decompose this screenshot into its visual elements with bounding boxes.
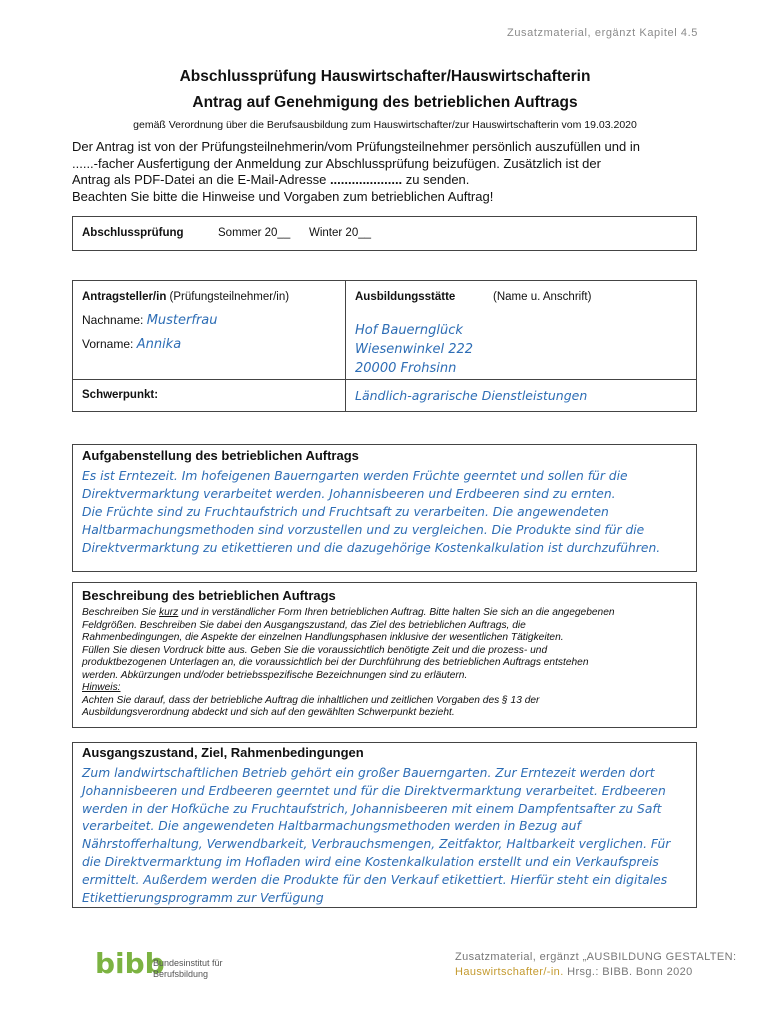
intro-line-suffix: zu senden. <box>402 172 470 187</box>
bibb-logo-icon <box>95 945 165 980</box>
exam-winter-field[interactable]: Winter 20__ <box>309 227 372 239</box>
task-text-field[interactable] <box>82 467 692 557</box>
task-line: Haltbarmachungsmethoden sind vorzustellen und zu vergleichen. Die Produkte sind für die <box>82 523 645 537</box>
training-site-name-field[interactable]: Hof Bauernglück <box>355 323 463 338</box>
lastname-label: Nachname: <box>82 313 147 327</box>
footer-note-highlight: Hauswirtschafter/-in. <box>455 966 564 978</box>
description-line <box>82 607 694 620</box>
initial-state-heading: Ausgangszustand, Ziel, Rahmenbedingungen <box>82 745 364 760</box>
description-heading: Beschreibung des betrieblichen Auftrags <box>82 588 336 603</box>
initial-state-line: verarbeitet. Die angewendeten Haltbarmachungsmethoden werden in Bezug auf <box>82 819 581 834</box>
applicant-heading-rest: (Prüfungsteilnehmer/in) <box>166 291 290 303</box>
initial-state-box <box>72 742 697 908</box>
intro-line <box>72 172 712 189</box>
focus-field[interactable]: Ländlich-agrarische Dienstleistungen <box>355 388 588 403</box>
bibb-logo-text <box>153 958 223 980</box>
page-subtitle: Antrag auf Genehmigung des betrieblichen Auftrags <box>192 94 578 111</box>
regulation-note: gemäß Verordnung über die Berufsausbildung zum Hauswirtschafter/zur Hauswirtschafterin vom 19.03.2020 <box>133 119 637 131</box>
initial-state-line: die Direktvermarktung im Hofladen wird eine Kostenkalkulation erstellt und ein Verkaufspreis <box>82 854 659 869</box>
training-site-city-field[interactable]: 20000 Frohsinn <box>355 361 457 376</box>
firstname-field[interactable]: Annika <box>136 337 182 352</box>
row-divider <box>73 379 696 380</box>
intro-line: ......-facher Ausfertigung der Anmeldung zur Abschlussprüfung beizufügen. Zusätzlich ist der <box>72 155 601 171</box>
bibb-logo-line: Berufsbildung <box>153 969 209 979</box>
firstname-label: Vorname: <box>82 337 137 351</box>
footer-note-line: Zusatzmaterial, ergänzt „AUSBILDUNG GESTALTEN: <box>455 951 737 963</box>
description-line: Rahmenbedingungen, die Aspekte der einzelnen Handlungsphasen inklusive der wesentlichen Tätigkeiten. <box>82 632 564 643</box>
description-line: Füllen Sie diesen Vordruck bitte aus. Geben Sie die voraussichtlich benötigte Zeit und die prozess- und <box>82 644 548 656</box>
initial-state-line: Nährstofferhaltung, Verwendbarkeit, Verbrauchsmengen, Zeitfaktor, Haltbarkeit verglichen. Für <box>82 837 671 852</box>
description-line: Feldgrößen. Beschreiben Sie dabei den Ausgangszustand, das Ziel des betrieblichen Auftrags, die <box>82 619 526 631</box>
task-line: Es ist Erntezeit. Im hofeigenen Bauerngarten werden Früchte geerntet und sollen für die <box>82 469 628 483</box>
description-box <box>72 582 697 728</box>
intro-line-prefix: Antrag als PDF-Datei an die E-Mail-Adresse <box>72 172 330 187</box>
task-heading: Aufgabenstellung des betrieblichen Auftrags <box>82 448 359 463</box>
email-blank[interactable]: .................... <box>329 172 403 187</box>
focus-label: Schwerpunkt: <box>82 389 159 401</box>
exam-summer-field[interactable]: Sommer 20__ <box>218 227 291 239</box>
lastname-row <box>82 313 218 328</box>
applicant-heading-bold: Antragsteller/in <box>82 291 167 303</box>
intro-text <box>72 139 712 205</box>
initial-state-line: werden in der Hofküche zu Fruchtaufstrich, Johannisbeeren mit einem Dampfentsafter zu Saft <box>82 801 662 816</box>
footer-note-rest: Hrsg.: BIBB. Bonn 2020 <box>563 966 693 978</box>
description-text-underlined: kurz <box>159 607 179 618</box>
lastname-field[interactable]: Musterfrau <box>146 313 218 328</box>
description-line: produktbezogenen Unterlagen an, die voraussichtlich bei der Durchführung des betrieblichen Auftrags entstehen <box>82 657 589 668</box>
top-note: Zusatzmaterial, ergänzt Kapitel 4.5 <box>507 27 698 39</box>
bibb-logo-letters: bibb <box>95 947 165 980</box>
initial-state-line: ermittelt. Außerdem werden die Produkte für den Verkauf etikettiert. Hierfür steht ein digitales <box>82 872 668 887</box>
initial-state-text-field[interactable] <box>82 765 694 907</box>
intro-line: Beachten Sie bitte die Hinweise und Vorgaben zum betrieblichen Auftrag! <box>72 188 494 204</box>
task-line: Direktvermarktung zu etikettieren und die dazugehörige Kostenkalkulation ist durchzuführen. <box>82 541 661 555</box>
firstname-row <box>82 337 181 352</box>
hint-line: Achten Sie darauf, dass der betriebliche Auftrag die inhaltlichen und zeitlichen Vorgaben des § 13 der <box>82 694 540 706</box>
intro-line: Der Antrag ist von der Prüfungsteilnehmerin/vom Prüfungsteilnehmer persönlich auszufüllen und in <box>72 139 640 154</box>
hint-line: Ausbildungsverordnung abdeckt und sich auf den gewählten Schwerpunkt bezieht. <box>82 707 455 718</box>
task-line: Die Früchte sind zu Fruchtaufstrich und Fruchtsaft zu verarbeiten. Die angewendeten <box>82 505 609 519</box>
description-line: werden. Abkürzungen und/oder betriebsspezifische Bezeichnungen sind zu erläutern. <box>82 669 468 681</box>
applicant-heading <box>82 291 289 303</box>
task-box <box>72 444 697 572</box>
footer-note <box>455 950 736 980</box>
initial-state-line: Etikettierungsprogramm zur Verfügung <box>82 890 324 905</box>
training-site-heading: Ausbildungsstätte <box>355 291 456 303</box>
training-site-hint: (Name u. Anschrift) <box>493 291 592 303</box>
task-line: Direktvermarktung verarbeitet werden. Johannisbeeren und Erdbeeren sind zu ernten. <box>82 487 616 501</box>
initial-state-line: Johannisbeeren und Erdbeeren geerntet und für die Direktvermarktung verarbeitet. Erdbeeren <box>82 783 666 798</box>
page-title: Abschlussprüfung Hauswirtschafter/Hauswirtschafterin <box>179 68 591 85</box>
bibb-logo-line: Bundesinstitut für <box>153 958 223 968</box>
training-site-street-field[interactable]: Wiesenwinkel 222 <box>355 342 474 357</box>
column-divider <box>345 281 346 411</box>
description-text <box>82 607 694 720</box>
description-text-b: und in verständlicher Form Ihren betrieblichen Auftrag. Bitte halten Sie sich an die angegebenen <box>178 607 615 618</box>
hint-label: Hinweis: <box>82 682 121 693</box>
exam-period-box <box>72 216 697 251</box>
description-text-a: Beschreiben Sie <box>82 607 160 618</box>
footer-note-line <box>455 965 736 980</box>
initial-state-line: Zum landwirtschaftlichen Betrieb gehört ein großer Bauerngarten. Zur Erntezeit werden dort <box>82 766 655 780</box>
applicant-table <box>72 280 697 412</box>
exam-label: Abschlussprüfung <box>82 227 184 239</box>
